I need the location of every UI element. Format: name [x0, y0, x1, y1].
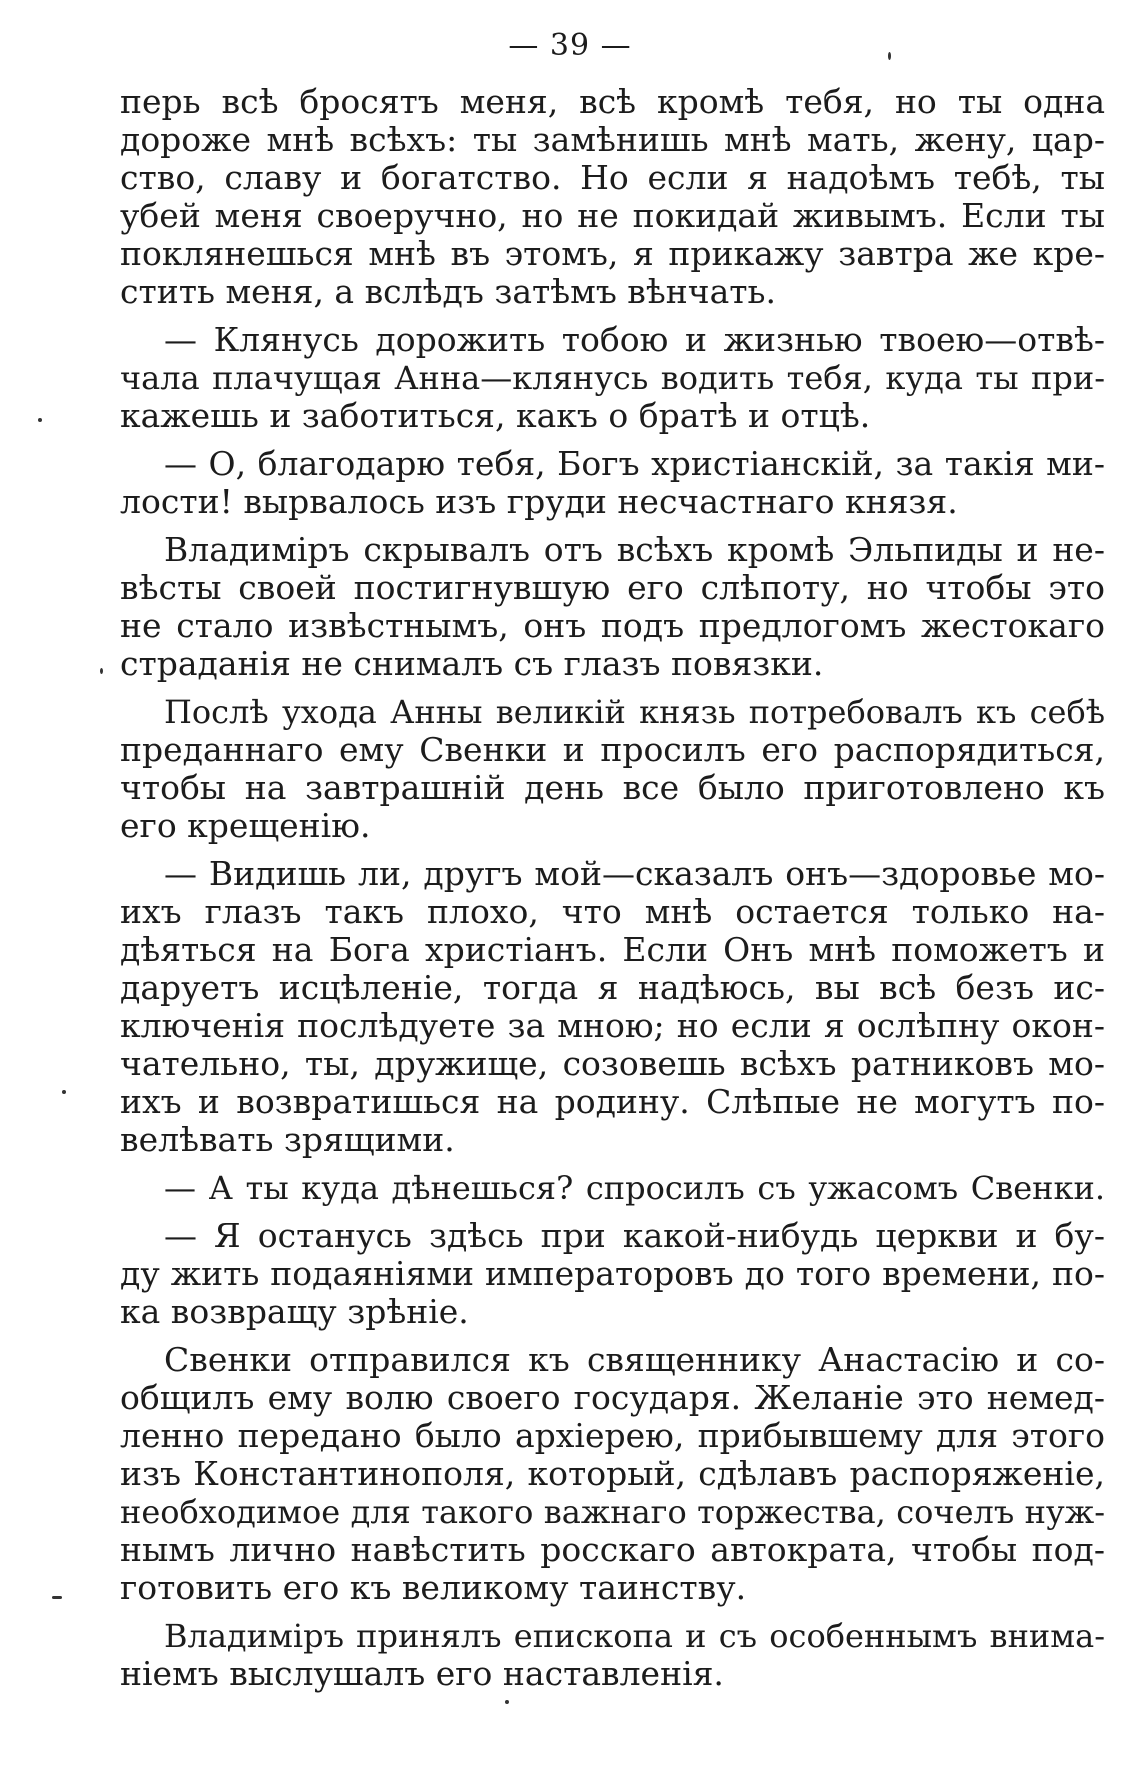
text-line: страданія не снималъ съ глазъ повязки.	[120, 644, 824, 683]
text-line: ключенія послѣдуете за мною; но если я ослѣпну окон-	[120, 1006, 1105, 1045]
text-line: Владиміръ принялъ епископа и съ особеннымъ внима-	[164, 1617, 1105, 1655]
text-line: — Видишь ли, другъ мой—сказалъ онъ—здоровье мо-	[164, 854, 1105, 893]
text-line: Послѣ ухода Анны великій князь потребовалъ къ себѣ	[164, 693, 1105, 731]
text-line: ихъ глазъ такъ плохо, что мнѣ остается только на-	[120, 892, 1105, 931]
text-line: убей меня своеручно, но не покидай живымъ. Если ты	[120, 196, 1105, 235]
text-line: — Я останусь здѣсь при какой-нибудь церкви и бу-	[164, 1216, 1105, 1255]
text-line: вѣсты своей постигнувшую его слѣпоту, но чтобы это	[120, 568, 1105, 607]
text-line: преданнаго ему Свенки и просилъ его распорядиться,	[120, 730, 1105, 769]
text-line: ленно передано было архіерею, прибывшему для этого	[120, 1416, 1105, 1455]
text-line: — Клянусь дорожить тобою и жизнью твоею—отвѣ-	[164, 320, 1105, 359]
text-line: даруетъ исцѣленіе, тогда я надѣюсь, вы всѣ безъ ис-	[120, 968, 1105, 1007]
scan-speck	[38, 418, 42, 422]
text-line: общилъ ему волю своего государя. Желаніе это немед-	[120, 1378, 1105, 1417]
text-line: изъ Константинополя, который, сдѣлавъ распоряженіе,	[120, 1454, 1105, 1493]
text-line: кажешь и заботиться, какъ о братѣ и отцѣ.	[120, 396, 871, 435]
text-line: — О, благодарю тебя, Богъ христіанскій, за такія ми-	[164, 444, 1105, 483]
text-line: ду жить подаяніями императоровъ до того времени, по-	[120, 1254, 1105, 1293]
text-line: велѣвать зрящими.	[120, 1120, 455, 1159]
text-line: Владиміръ скрывалъ отъ всѣхъ кромѣ Эльпиды и не-	[164, 530, 1105, 569]
scan-speck	[505, 1700, 509, 1704]
text-line: чтобы на завтрашній день все было приготовлено къ	[120, 768, 1105, 807]
text-line: дороже мнѣ всѣхъ: ты замѣнишь мнѣ мать, жену, цар-	[120, 120, 1105, 159]
text-line: — А ты куда дѣнешься? спросилъ съ ужасомъ Свенки.	[164, 1169, 1105, 1207]
text-line: готовить его къ великому таинству.	[120, 1568, 747, 1607]
text-line: его крещенію.	[120, 806, 371, 845]
text-line: ка возвращу зрѣніе.	[120, 1292, 469, 1331]
text-line: ство, славу и богатство. Но если я надоѣмъ тебѣ, ты	[120, 158, 1105, 197]
text-line: не стало извѣстнымъ, онъ подъ предлогомъ жестокаго	[120, 606, 1105, 645]
text-line: поклянешься мнѣ въ этомъ, я прикажу завтра же кре-	[120, 234, 1105, 273]
scan-speck	[52, 1596, 62, 1599]
text-line: чательно, ты, дружище, созовешь всѣхъ ратниковъ мо-	[120, 1044, 1105, 1083]
scan-speck	[888, 52, 891, 60]
text-line: дѣяться на Бога христіанъ. Если Онъ мнѣ поможетъ и	[120, 930, 1105, 969]
scan-speck	[100, 668, 103, 674]
text-line: стить меня, а вслѣдъ затѣмъ вѣнчать.	[120, 272, 776, 311]
text-line: нымъ лично навѣстить росскаго автократа, чтобы под-	[120, 1530, 1105, 1569]
text-line: ихъ и возвратишься на родину. Слѣпые не могутъ по-	[120, 1082, 1105, 1121]
text-line: необходимое для такого важнаго торжества, сочелъ нуж-	[120, 1493, 1105, 1531]
text-line: лости! вырвалось изъ груди несчастнаго князя.	[120, 482, 958, 521]
scan-speck	[62, 1090, 66, 1094]
text-line: ніемъ выслушалъ его наставленія.	[120, 1654, 724, 1693]
text-line: чала плачущая Анна—клянусь водить тебя, куда ты при-	[120, 359, 1105, 397]
page-number: — 39 —	[508, 28, 632, 63]
text-line: Свенки отправился къ священнику Анастасію и со-	[164, 1340, 1105, 1379]
text-line: перь всѣ бросятъ меня, всѣ кромѣ тебя, но ты одна	[120, 82, 1105, 121]
